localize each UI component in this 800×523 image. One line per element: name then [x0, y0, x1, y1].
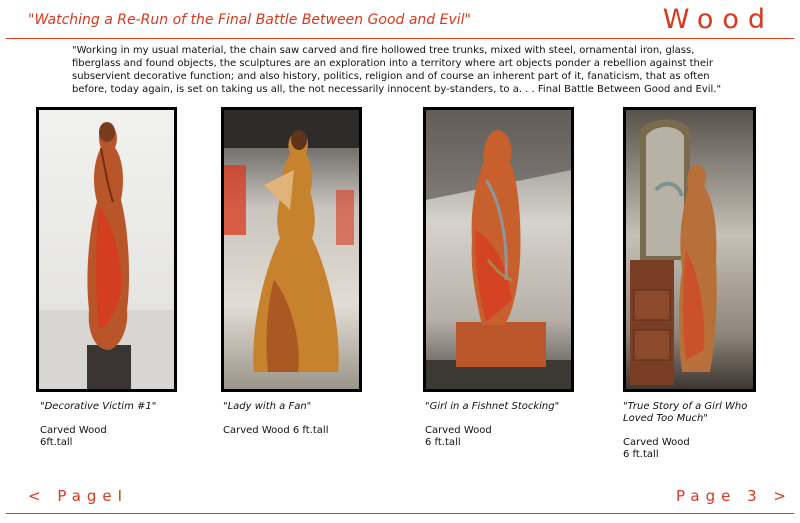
sculpture-illustration — [224, 110, 359, 389]
artwork-photo-2[interactable] — [221, 107, 362, 392]
artwork-medium: Carved Wood — [623, 437, 690, 448]
sculpture-illustration — [426, 110, 571, 389]
header-divider — [6, 38, 794, 39]
artwork-photo-3[interactable] — [423, 107, 574, 392]
footer-divider — [6, 513, 794, 514]
artwork-image — [626, 110, 753, 389]
section-heading: Wood — [662, 4, 774, 35]
previous-page-link[interactable]: < PageI — [28, 487, 129, 505]
artwork-title: "Girl in a Fishnet Stocking" — [425, 401, 560, 412]
page-title: "Watching a Re-Run of the Final Battle Between Good and Evil" — [28, 12, 471, 28]
sculpture-illustration — [39, 110, 174, 389]
artwork-caption-1 — [40, 401, 190, 449]
artwork-photo-4[interactable] — [623, 107, 756, 392]
artwork-caption-4 — [623, 401, 763, 461]
artwork-title: "Lady with a Fan" — [223, 401, 312, 412]
artwork-title: "True Story of a Girl Who Loved Too Much" — [623, 401, 748, 424]
artwork-size: 6ft.tall — [40, 437, 73, 448]
artwork-caption-3 — [425, 401, 595, 449]
artwork-size: 6 ft.tall — [623, 449, 659, 460]
artwork-image — [224, 110, 359, 389]
artwork-image — [426, 110, 571, 389]
artwork-caption-2 — [223, 401, 393, 437]
artwork-medium: Carved Wood 6 ft.tall — [223, 425, 329, 436]
sculpture-illustration — [626, 110, 753, 389]
artwork-size: 6 ft.tall — [425, 437, 461, 448]
artwork-title: "Decorative Victim #1" — [40, 401, 157, 412]
artist-statement: "Working in my usual material, the chain saw carved and fire hollowed tree trunks, mixed with steel, ornamental iron, glass, fiberglass and found objects, the sculptures are an exploration into a territory where art objects ponder a rebellion against their subservient decorative function; and also history, politics, religion and of course an inherent part of it, fanaticism, that as often before, today again, is set on taking us all, the not necessarily innocent by-standers, to a. . . Final Battle Between Good and Evil." — [72, 45, 722, 95]
artwork-photo-1[interactable] — [36, 107, 177, 392]
artwork-medium: Carved Wood — [425, 425, 492, 436]
next-page-link[interactable]: Page 3 > — [676, 487, 792, 505]
artwork-image — [39, 110, 174, 389]
artwork-medium: Carved Wood — [40, 425, 107, 436]
